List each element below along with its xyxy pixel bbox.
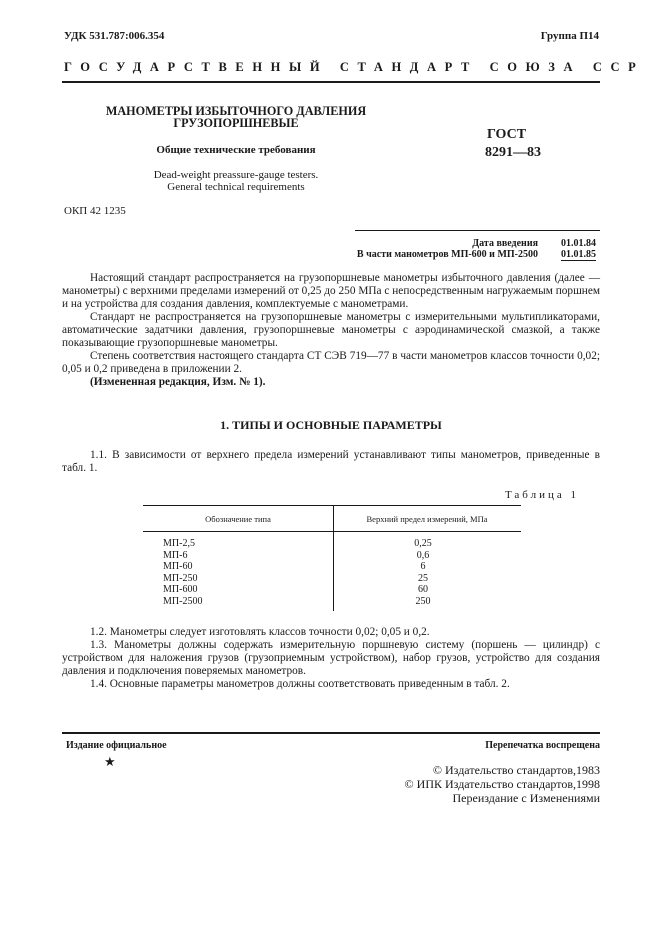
dates-rule bbox=[355, 230, 600, 231]
banner-rule bbox=[62, 81, 600, 83]
doc-title bbox=[92, 105, 380, 129]
english-title-line-1: Dead-weight preassure-gauge testers. bbox=[153, 169, 319, 181]
footer-rule bbox=[62, 732, 600, 734]
gost-label: ГОСТ bbox=[487, 127, 527, 142]
clause-1-2: 1.2. Манометры следует изготовлять классов точности 0,02; 0,05 и 0,2. bbox=[90, 626, 430, 638]
table-column-divider bbox=[333, 505, 334, 611]
reissue-note: Переиздание с Изменениями bbox=[452, 791, 600, 805]
table-type-column bbox=[163, 538, 202, 608]
table-limit-column bbox=[388, 538, 458, 608]
amendment-note: (Измененная редакция, Изм. № 1). bbox=[90, 376, 266, 388]
table-row-limit: 0,6 bbox=[416, 549, 430, 561]
table-row-type: МП-2500 bbox=[163, 595, 203, 607]
clause-1-4: 1.4. Основные параметры манометров должны соответствовать приведенным в табл. 2. bbox=[90, 678, 510, 690]
date-label-1: Дата введения bbox=[472, 238, 538, 249]
title-line-2: ГРУЗОПОРШНЕВЫЕ bbox=[173, 116, 299, 130]
clause-1-3: 1.3. Манометры должны содержать измерительную поршневую систему (поршень — цилиндр) с устройством для наложения грузов (грузоприемным устройством), набор грузов, устройство для создания давления и подключения поверяемых манометров. bbox=[62, 639, 600, 677]
table-row-type: МП-6 bbox=[163, 549, 188, 561]
intro-paragraph-2: Стандарт не распространяется на грузопоршневые манометры с измерительными мультипликаторами, автоматические задатчики давления, грузопоршневые манометры с аэродинамической смазкой, а также показывающие грузопоршневые манометры. bbox=[62, 311, 600, 349]
table-header-limit: Верхний предел измерений, МПа bbox=[366, 514, 488, 524]
copyright-1998: © ИПК Издательство стандартов,1998 bbox=[404, 777, 600, 791]
table-row-type: МП-250 bbox=[163, 572, 198, 584]
table-top-rule bbox=[143, 505, 521, 506]
section-1-heading: 1. ТИПЫ И ОСНОВНЫЕ ПАРАМЕТРЫ bbox=[220, 418, 442, 432]
date-value-2: 01.01.85 bbox=[561, 249, 596, 260]
english-title-line-2: General technical requirements bbox=[167, 181, 305, 193]
table-row-limit: 250 bbox=[415, 595, 431, 607]
clause-1-1: 1.1. В зависимости от верхнего предела измерений устанавливают типы манометров, приведенные в табл. 1. bbox=[62, 449, 600, 474]
table-header-type: Обозначение типа bbox=[205, 514, 271, 524]
group-code: Группа П14 bbox=[540, 30, 599, 42]
english-title bbox=[92, 169, 380, 193]
okp-code: ОКП 42 1235 bbox=[64, 205, 126, 217]
copyright-block bbox=[405, 763, 600, 805]
gost-designation bbox=[485, 126, 541, 162]
reprint-notice: Перепечатка воспрещена bbox=[485, 740, 600, 751]
gost-number: 8291—83 bbox=[485, 145, 541, 160]
table-1-caption: Таблица 1 bbox=[504, 489, 579, 501]
date-label-2: В части манометров МП-600 и МП-2500 bbox=[356, 249, 538, 260]
table-row-limit: 6 bbox=[420, 561, 426, 573]
table-row-limit: 0,25 bbox=[414, 538, 432, 549]
copyright-1983: © Издательство стандартов,1983 bbox=[432, 763, 600, 777]
date-value-1: 01.01.84 bbox=[561, 238, 596, 249]
table-row-limit: 60 bbox=[418, 584, 428, 596]
udk-code: УДК 531.787:006.354 bbox=[64, 30, 165, 42]
intro-paragraph-3: Степень соответствия настоящего стандарта СТ СЭВ 719—77 в части манометров классов точности 0,02; 0,05 и 0,2 приведена в приложении 2. bbox=[62, 350, 600, 375]
table-row-limit: 25 bbox=[418, 572, 428, 584]
official-edition: Издание официальное bbox=[66, 740, 167, 751]
table-row-type: МП-600 bbox=[163, 584, 198, 596]
star-icon: ★ bbox=[104, 754, 116, 769]
doc-subtitle: Общие технические требования bbox=[156, 144, 316, 156]
standard-banner: ГОСУДАРСТВЕННЫЙ СТАНДАРТ СОЮЗА ССР bbox=[64, 60, 645, 74]
intro-paragraph-1: Настоящий стандарт распространяется на грузопоршневые манометры избыточного давления (далее — манометры) с верхними пределами измерений от 0,25 до 250 МПа с непосредственным нагружаемым поршнем и на устройства для создания давления, комплектуемые с манометрами. bbox=[62, 272, 600, 310]
title-line-1: МАНОМЕТРЫ ИЗБЫТОЧНОГО ДАВЛЕНИЯ bbox=[105, 104, 367, 118]
table-header-rule bbox=[143, 531, 521, 532]
table-row-type: МП-60 bbox=[163, 561, 193, 573]
table-row-type: МП-2,5 bbox=[163, 538, 195, 549]
